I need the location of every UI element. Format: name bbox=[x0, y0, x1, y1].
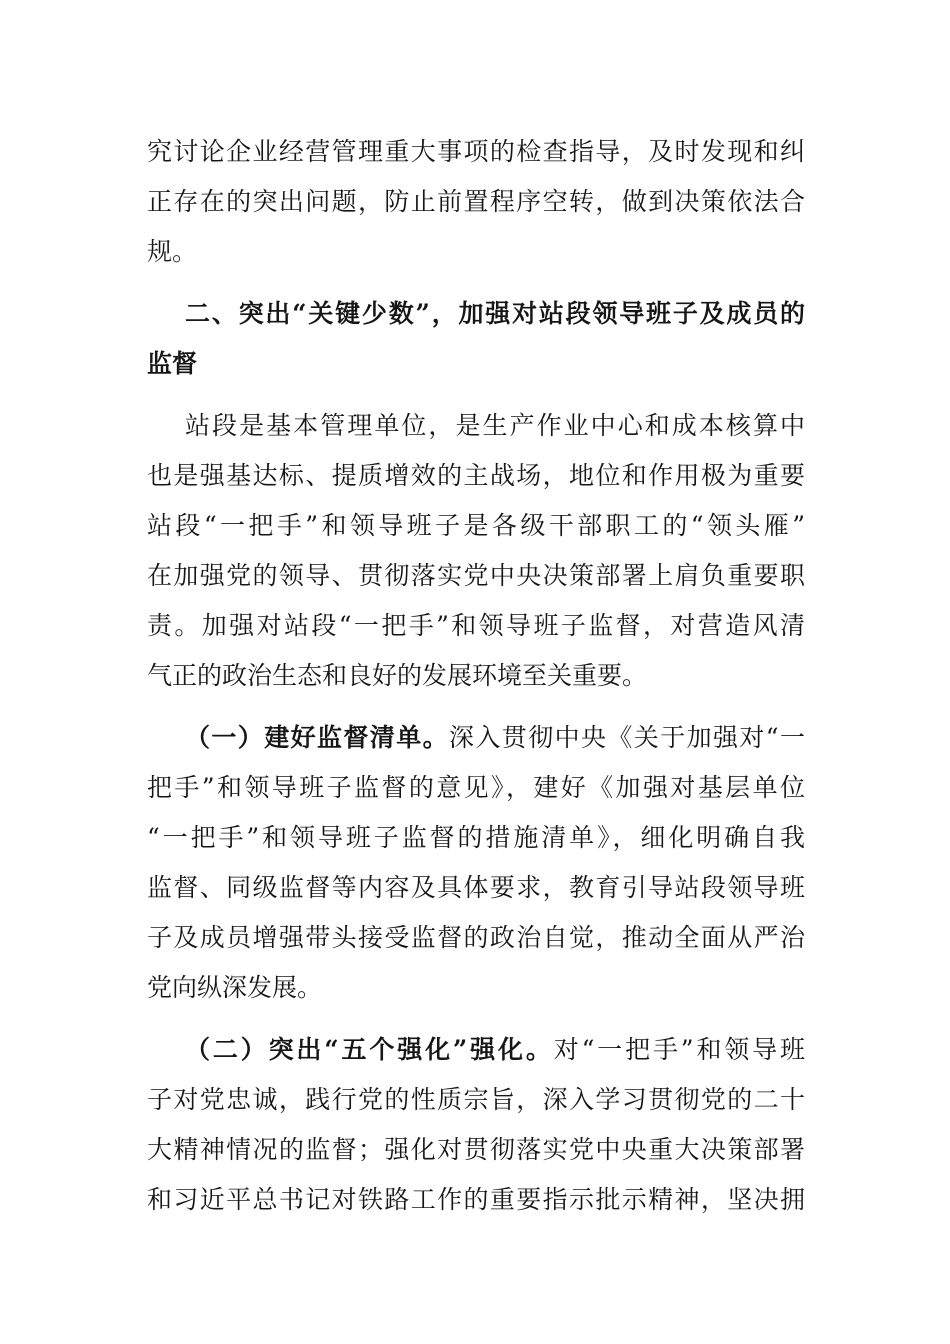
item-text: 深入贯彻中央《关于加强对“一 bbox=[449, 723, 805, 752]
document-body bbox=[147, 127, 805, 1225]
item-title: （二）突出“五个强化”强化。 bbox=[185, 1035, 554, 1064]
text-line: 子及成员增强带头接受监督的政治自觉，推动全面从严治 bbox=[147, 923, 805, 952]
section-heading bbox=[147, 289, 805, 389]
paragraph-intro bbox=[147, 401, 805, 701]
text-line: 站段“一把手”和领导班子是各级干部职工的“领头雁” bbox=[147, 511, 805, 540]
text-line bbox=[147, 1025, 805, 1075]
text-line: 气正的政治生态和良好的发展环境至关重要。 bbox=[147, 661, 648, 690]
item-1-paragraph bbox=[147, 713, 805, 1013]
heading-line: 二、突出“关键少数”，加强对站段领导班子及成员的 bbox=[185, 299, 805, 328]
text-line bbox=[147, 713, 805, 763]
heading-line: 监督 bbox=[147, 349, 198, 378]
text-line: 在加强党的领导、贯彻落实党中央决策部署上肩负重要职 bbox=[147, 561, 805, 590]
text-line: 规。 bbox=[147, 237, 198, 266]
text-line: 子对党忠诚，践行党的性质宗旨，深入学习贯彻党的二十 bbox=[147, 1085, 805, 1114]
text-line: 把手”和领导班子监督的意见》，建好《加强对基层单位 bbox=[147, 773, 805, 802]
text-line: 也是强基达标、提质增效的主战场，地位和作用极为重要 bbox=[147, 461, 805, 490]
text-line: 责。加强对站段“一把手”和领导班子监督，对营造风清 bbox=[147, 611, 805, 640]
item-text: 对“一把手”和领导班 bbox=[553, 1035, 805, 1064]
text-line: “一把手”和领导班子监督的措施清单》，细化明确自我 bbox=[147, 823, 805, 852]
text-line: 究讨论企业经营管理重大事项的检查指导，及时发现和纠 bbox=[147, 137, 805, 166]
text-line: 正存在的突出问题，防止前置程序空转，做到决策依法合 bbox=[147, 187, 805, 216]
text-line: 大精神情况的监督；强化对贯彻落实党中央重大决策部署 bbox=[147, 1135, 805, 1164]
text-line: 监督、同级监督等内容及具体要求，教育引导站段领导班 bbox=[147, 873, 805, 902]
text-line: 和习近平总书记对铁路工作的重要指示批示精神，坚决拥 bbox=[147, 1185, 805, 1214]
paragraph-continuation bbox=[147, 127, 805, 277]
text-line: 站段是基本管理单位，是生产作业中心和成本核算中 bbox=[185, 411, 805, 440]
item-2-paragraph bbox=[147, 1025, 805, 1225]
text-line: 党向纵深发展。 bbox=[147, 973, 323, 1002]
item-title: （一）建好监督清单。 bbox=[185, 723, 449, 752]
